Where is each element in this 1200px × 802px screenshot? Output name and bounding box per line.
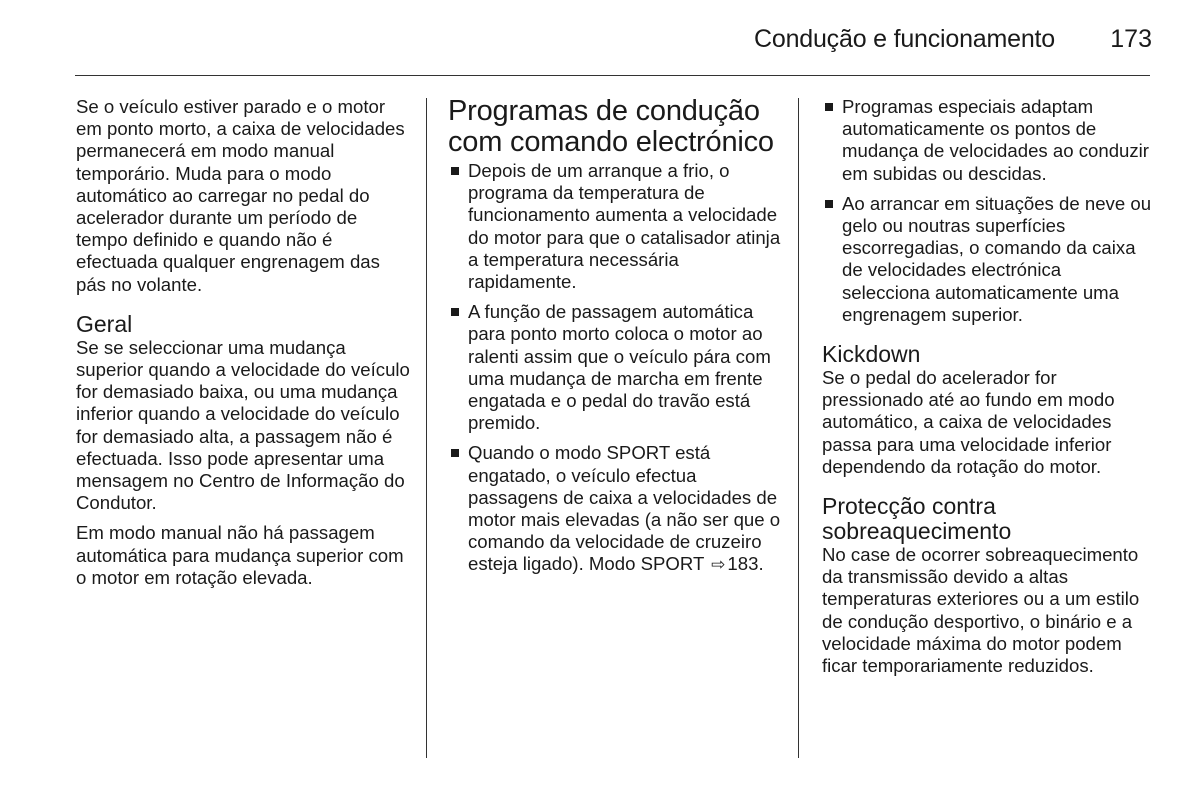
list-item — [822, 96, 1154, 185]
kickdown-heading: Kickdown — [822, 341, 921, 368]
column-divider-right — [798, 98, 799, 758]
column-2 — [448, 96, 783, 585]
page-reference-link[interactable]: 183. — [727, 553, 764, 575]
column-3 — [822, 96, 1154, 685]
overheat-protection-paragraph: No case de ocorrer sobreaquecimento da transmissão devido a altas temperaturas exteriores ou a um estilo de condução desportivo, o binário e a velocidade máxima do motor podem ficar temporariamente reduzidos. — [822, 544, 1140, 677]
bullet-square-icon — [825, 103, 833, 111]
list-item-text: Quando o modo SPORT está engatado, o veículo efectua passagens de caixa a velocidades de motor mais elevadas (a não ser que o comando da velocidade de cruzeiro esteja ligado). Modo SPORT — [468, 442, 781, 575]
list-item — [822, 193, 1154, 326]
list-item-text: Programas especiais adaptam automaticamente os pontos de mudança de velocidades ao conduzir em subidas ou descidas. — [842, 96, 1149, 184]
list-item — [448, 160, 783, 293]
bullet-square-icon — [451, 308, 459, 316]
kickdown-paragraph: Se o pedal do acelerador for pressionado até ao fundo em modo automático, a caixa de velocidades passa para uma velocidade inferior dependendo da rotação do motor. — [822, 367, 1115, 477]
column-1 — [76, 96, 411, 597]
list-item-text: A função de passagem automática para ponto morto coloca o motor ao ralenti assim que o veículo pára com uma mudança de marcha em frente engatada e o pedal do travão está premido. — [468, 301, 771, 434]
page-reference-arrow-icon: ⇨ — [711, 555, 726, 575]
manual-mode-paragraph: Em modo manual não há passagem automática para mudança superior com o motor em rotação elevada. — [76, 522, 404, 588]
column-divider-left — [426, 98, 427, 758]
overheat-protection-heading: Protecção contra sobreaquecimento — [822, 493, 1012, 545]
list-item-text: Ao arrancar em situações de neve ou gelo ou noutras superfícies escorregadias, o comando da caixa de velocidades electrónica selecciona automaticamente uma engrenagem superior. — [842, 192, 1152, 325]
list-item-text: Depois de um arranque a frio, o programa da temperatura de funcionamento aumenta a velocidade do motor para que o catalisador atinja a temperatura necessária rapidamente. — [468, 160, 781, 293]
driving-programs-list — [448, 160, 783, 577]
list-item — [448, 442, 783, 576]
page-number: 173 — [1110, 25, 1152, 53]
bullet-square-icon — [451, 449, 459, 457]
geral-paragraph: Se se seleccionar uma mudança superior quando a velocidade do veículo for demasiado baixa, ou uma mudança inferior quando a velocidade do veículo for demasiado alta, a passagem não é efectuada. Isso pode apresentar uma mensagem no Centro de Informação do Condutor. — [76, 336, 410, 514]
driving-programs-heading: Programas de condução com comando electrónico — [448, 95, 774, 158]
bullet-square-icon — [451, 167, 459, 175]
geral-heading: Geral — [76, 310, 133, 337]
header-divider — [75, 75, 1150, 76]
special-programs-list — [822, 96, 1154, 326]
chapter-title: Condução e funcionamento — [754, 25, 1055, 53]
intro-paragraph: Se o veículo estiver parado e o motor em ponto morto, a caixa de velocidades permanecerá em modo manual temporário. Muda para o modo automático ao carregar no pedal do acelerador durante um período de tempo definido e quando não é efectuada qualquer engrenagem das pás no volante. — [76, 96, 405, 295]
bullet-square-icon — [825, 200, 833, 208]
list-item — [448, 301, 783, 434]
